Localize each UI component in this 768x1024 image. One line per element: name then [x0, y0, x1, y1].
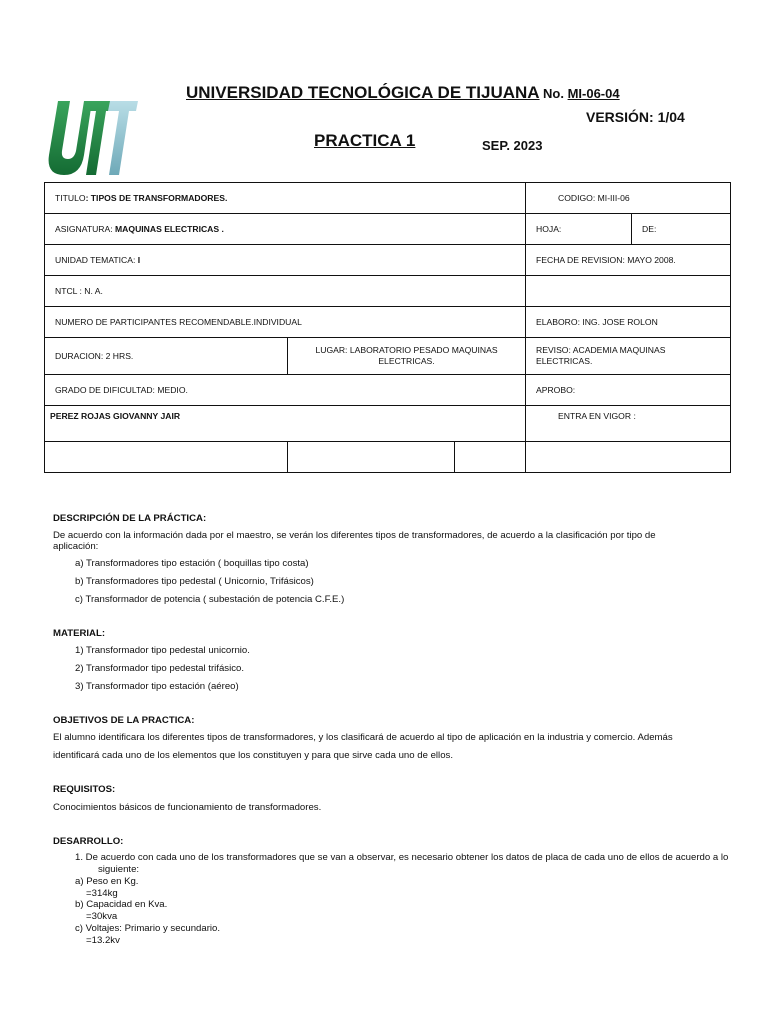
dificultad-cell: GRADO DE DIFICULTAD: MEDIO.	[45, 375, 526, 406]
desarrollo-item-a: a) Peso en Kg.	[75, 876, 139, 887]
blank-cell-3	[455, 442, 526, 473]
blank-cell-2	[288, 442, 455, 473]
unidad-cell	[45, 245, 526, 276]
titulo-label: TITULO	[55, 192, 86, 203]
desarrollo-step-1-cont: siguiente:	[98, 864, 140, 875]
desarrollo-item-b: b) Capacidad en Kva.	[75, 899, 168, 910]
document-number-label: No.	[543, 86, 564, 101]
duracion-cell: DURACION: 2 HRS.	[45, 338, 288, 375]
document-number	[543, 86, 620, 101]
asignatura-label: ASIGNATURA:	[55, 223, 116, 234]
university-title: UNIVERSIDAD TECNOLÓGICA DE TIJUANA	[186, 83, 540, 102]
descripcion-text: De acuerdo con la información dada por el maestro, se verán los diferentes tipos de transformadores, de acuerdo a la clasificación por tipo de aplicación:	[53, 530, 656, 552]
material-title: MATERIAL:	[53, 628, 106, 639]
objetivos-line-2: identificará cada uno de los elementos que los constituyen y para que sirve cada uno de ellos.	[53, 750, 453, 761]
descripcion-item-a: a) Transformadores tipo estación ( boquillas tipo costa)	[75, 558, 309, 569]
blank-cell-1	[45, 442, 288, 473]
desarrollo-title: DESARROLLO:	[53, 836, 124, 847]
empty-cell	[526, 276, 731, 307]
desarrollo-value-c: =13.2kv	[86, 935, 120, 946]
titulo-cell	[45, 183, 526, 214]
reviso-cell: REVISO: ACADEMIA MAQUINAS ELECTRICAS.	[526, 338, 731, 375]
desarrollo-step-1: 1. De acuerdo con cada uno de los transformadores que se van a observar, es necesario obtener los datos de placa de cada uno de ellos de acuerdo a lo	[75, 852, 729, 863]
practice-info-table	[44, 182, 731, 473]
student-name: PEREZ ROJAS GIOVANNY JAIR	[50, 411, 181, 421]
descripcion-item-c: c) Transformador de potencia ( subestación de potencia C.F.E.)	[75, 594, 345, 605]
descripcion-title: DESCRIPCIÓN DE LA PRÁCTICA:	[53, 513, 207, 524]
practice-title: PRACTICA 1	[314, 131, 416, 150]
utt-logo	[44, 99, 138, 177]
fecha-revision-cell: FECHA DE REVISION: MAYO 2008.	[526, 245, 731, 276]
material-item-3: 3) Transformador tipo estación (aéreo)	[75, 681, 239, 692]
unidad-label: UNIDAD TEMATICA:	[55, 254, 138, 265]
elaboro-cell: ELABORO: ING. JOSE ROLON	[526, 307, 731, 338]
codigo-cell: CODIGO: MI-III-06	[526, 183, 731, 214]
blank-cell-4	[526, 442, 731, 473]
student-name-cell	[45, 406, 526, 442]
ntcl-cell: NTCL : N. A.	[45, 276, 526, 307]
material-item-1: 1) Transformador tipo pedestal unicornio.	[75, 645, 250, 656]
objetivos-line-1: El alumno identificara los diferentes tipos de transformadores, y los clasificará de acuerdo al tipo de aplicación en la industria y comercio. Además	[53, 732, 673, 743]
material-item-2: 2) Transformador tipo pedestal trifásico.	[75, 663, 245, 674]
aprobo-cell: APROBO:	[526, 375, 731, 406]
version-label: VERSIÓN: 1/04	[586, 109, 685, 125]
desarrollo-value-b: =30kva	[86, 911, 118, 922]
descripcion-item-b: b) Transformadores tipo pedestal ( Unicornio, Trifásicos)	[75, 576, 314, 587]
asignatura-cell	[45, 214, 526, 245]
objetivos-title: OBJETIVOS DE LA PRACTICA:	[53, 715, 195, 726]
document-number-value: MI-06-04	[567, 86, 620, 101]
titulo-value: : TIPOS DE TRANSFORMADORES.	[85, 192, 228, 203]
unidad-value: I	[137, 254, 141, 265]
desarrollo-item-c: c) Voltajes: Primario y secundario.	[75, 923, 221, 934]
requisitos-text: Conocimientos básicos de funcionamiento de transformadores.	[53, 802, 322, 813]
vigor-cell: ENTRA EN VIGOR :	[526, 406, 731, 442]
asignatura-value: MAQUINAS ELECTRICAS .	[115, 223, 224, 234]
de-cell: DE:	[632, 214, 731, 245]
hoja-cell: HOJA:	[526, 214, 632, 245]
requisitos-title: REQUISITOS:	[53, 784, 116, 795]
practice-date: SEP. 2023	[482, 138, 543, 153]
participantes-cell: NUMERO DE PARTICIPANTES RECOMENDABLE.INDIVIDUAL	[45, 307, 526, 338]
desarrollo-value-a: =314kg	[86, 888, 118, 899]
lugar-cell: LUGAR: LABORATORIO PESADO MAQUINAS ELECTRICAS.	[288, 338, 526, 375]
